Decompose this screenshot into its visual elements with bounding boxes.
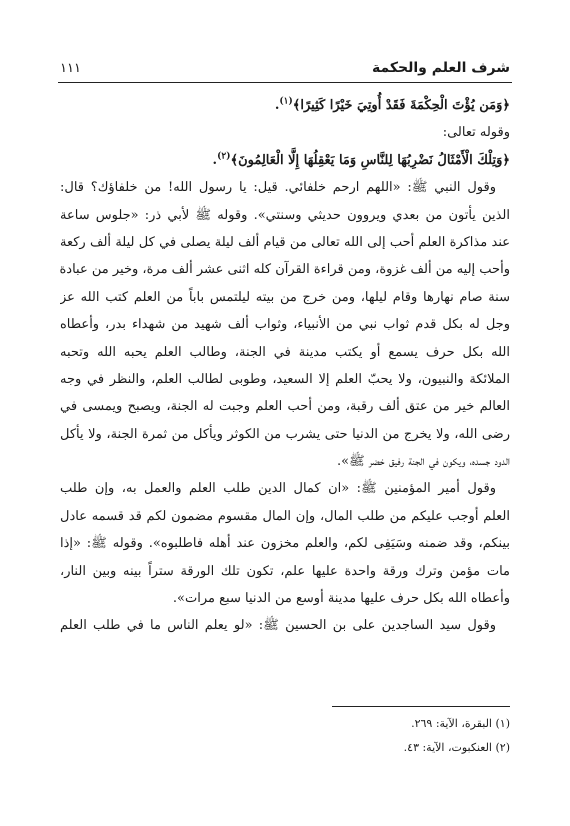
text-line bbox=[60, 229, 510, 256]
header-rule bbox=[58, 82, 512, 83]
footnote-ref: (٢) bbox=[217, 151, 231, 162]
line-text: ﴿وَمَن يُؤْتَ الْحِكْمَةَ فَقَدْ أُوتِيَ خَيْرًا كَثِيرًا﴾ bbox=[292, 98, 510, 113]
line-text: الذين يأتون من بعدي ويروون حديثي وسنتي». وقوله ﷺ لأبي ذر: «جلوس ساعة bbox=[60, 207, 510, 223]
text-line bbox=[60, 256, 510, 283]
text-line bbox=[60, 284, 510, 311]
text-line bbox=[60, 503, 510, 530]
quran-verse-line bbox=[60, 147, 510, 174]
running-title: شرف العلم والحكمة bbox=[371, 60, 510, 76]
text-line bbox=[60, 339, 510, 366]
line-text: سنة صام نهارها وقام ليلها، ومن خرج من بيته ليلتمس باباً من العلم كتب الله عز bbox=[60, 289, 510, 305]
footnote-2: (٢) العنكبوت، الآية: ٤٣. bbox=[403, 741, 510, 754]
line-text: الملائكة والنبيون، ولا يحبّ العلم إلا السعيد، وطوبى لطالب العلم، والنظر في وجه bbox=[60, 371, 510, 387]
text-line bbox=[60, 475, 510, 502]
line-text: وقول سيد الساجدين على بن الحسين ﷺ: «لو يعلم الناس ما في طلب العلم bbox=[60, 618, 496, 634]
page-number: ١١١ bbox=[60, 60, 81, 76]
line-text: وأعطاه الله بكل حرف عليها مدينة أوسع من الدنيا سبع مرات». bbox=[172, 591, 510, 607]
footnotes bbox=[210, 712, 510, 760]
line-text: وقول أمير المؤمنين ﷺ: «ان كمال الدين طلب العلم والعمل به، وإن طلب bbox=[60, 481, 496, 497]
text-line bbox=[60, 421, 510, 448]
line-text: مات مؤمن وترك ورقة واحدة عليها علم، تكون تلك الورقة ستراً بينه وبين النار، bbox=[60, 563, 510, 579]
running-header bbox=[60, 58, 510, 78]
text-line bbox=[60, 612, 510, 639]
line-text: وقوله تعالى: bbox=[442, 125, 510, 141]
text-line bbox=[60, 366, 510, 393]
line-text: وقول النبي ﷺ: «اللهم ارحم خلفائي. قيل: يا رسول الله! من خلفاؤك؟ قال: bbox=[60, 180, 496, 196]
line-text: رضى الله، ولا يخرج من الدنيا حتى يشرب من الكوثر ويأكل من ثمرة الجنة، ولا يأكل bbox=[60, 426, 510, 442]
line-end-punct: . bbox=[274, 98, 280, 113]
line-end-punct: . bbox=[212, 152, 218, 168]
line-text: بينكم، وقد ضمنه وسَيَفِى لكم، والعلم مخزون عند أهله فاطلبوه». وقوله ﷺ: «إذا bbox=[60, 536, 510, 552]
text-line bbox=[60, 174, 510, 201]
text-line bbox=[60, 448, 510, 475]
text-line bbox=[60, 393, 510, 420]
line-text: عند مذاكرة العلم أحب إلى الله تعالى من قيام ألف ليلة يصلى في كل ليلة ألف ركعة bbox=[60, 234, 510, 250]
line-text: العلم أوجب عليكم من طلب المال، وإن المال مقسوم مضمون لكم قد قسمه عادل bbox=[60, 508, 510, 524]
line-text: ﴿وَتِلْكَ الْأَمْثَالُ نَضْرِبُهَا لِلنَّاسِ وَمَا يَعْقِلُهَا إِلَّا الْعَالِمُونَ﴾ bbox=[230, 152, 510, 168]
text-line bbox=[60, 202, 510, 229]
text-line bbox=[60, 558, 510, 585]
text-line bbox=[60, 530, 510, 557]
line-text: الله بكل حرف يسمع أو يكتب مدينة في الجنة، وطالب العلم يحبه الله وتحبه bbox=[60, 344, 510, 360]
footnote-rule bbox=[332, 706, 510, 707]
text-line bbox=[60, 311, 510, 338]
text-line bbox=[60, 585, 510, 612]
line-text: وأحب إليه من ألف غزوة، ومن قراءة القرآن كله اثنى عشر ألف مرة، وخير من عبادة bbox=[60, 262, 510, 278]
footnote-ref: (١) bbox=[279, 96, 293, 107]
text-line bbox=[60, 119, 510, 146]
line-text: العالم خير من عتق ألف رقبة، ومن أحب العلم وجبت له الجنة، ويصبح ويمسى في bbox=[60, 399, 510, 415]
line-text: وجل له بكل قدم ثواب نبي من الأنبياء، وثواب ألف شهيد من شهداء بدر، وأعطاه bbox=[60, 317, 510, 333]
line-text: الدود جسده، ويكون في الجنة رفيق خضر ﷺ». bbox=[336, 454, 510, 470]
footnote-1: (١) البقرة، الآية: ٢٦٩. bbox=[411, 717, 510, 730]
quran-verse-line bbox=[60, 92, 510, 119]
body-text bbox=[60, 92, 510, 640]
